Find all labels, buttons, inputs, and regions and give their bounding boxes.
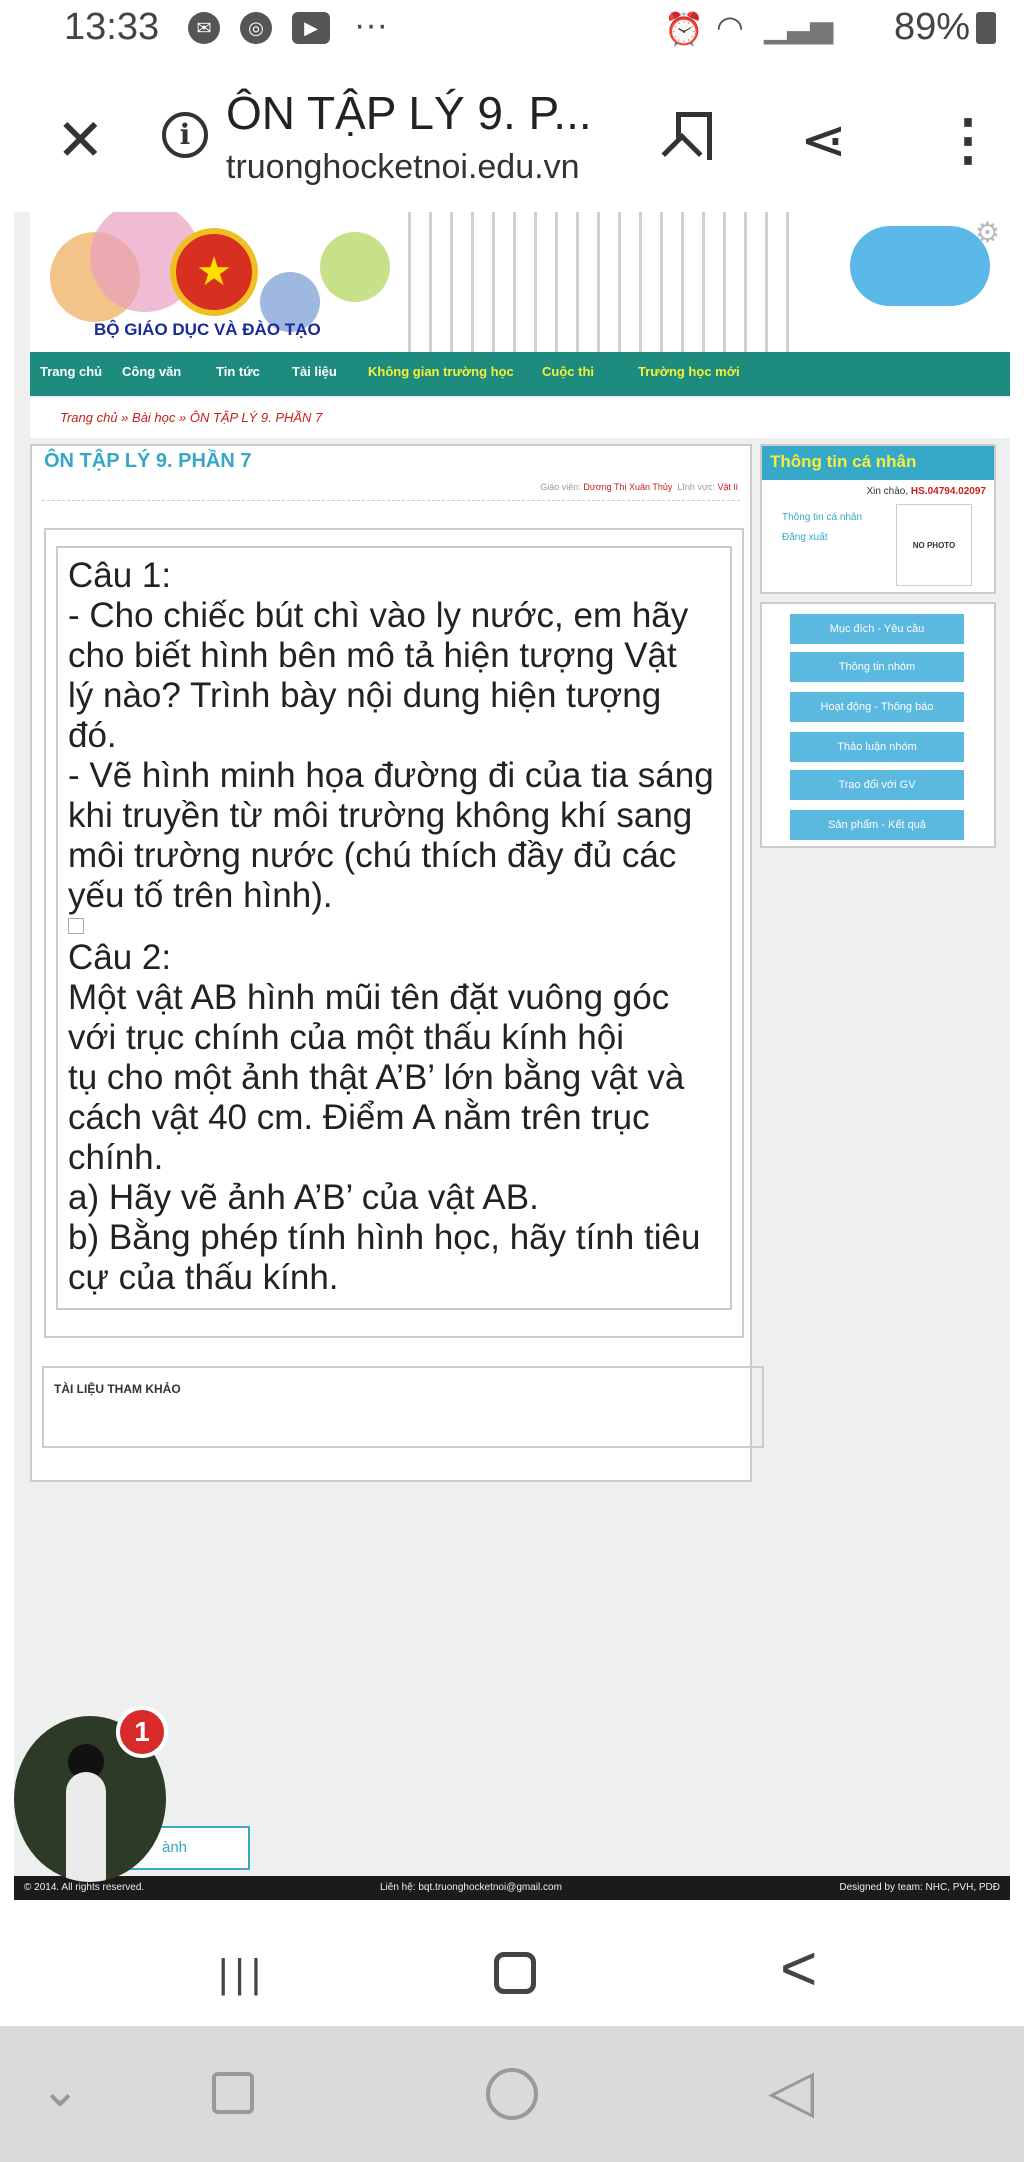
meta-teacher-label: Giáo viên: [540,482,581,492]
secondary-nav-bar [0,2026,1024,2162]
article-line: Câu 2: [68,938,172,977]
activities-button[interactable]: Hoạt động - Thông báo [790,692,964,722]
article-line: cách vật 40 cm. Điểm A nằm trên trục [68,1098,650,1137]
avatar-figure [66,1772,106,1882]
broken-image-icon [68,918,84,934]
contact[interactable]: Liên hệ: bqt.truonghocketnoi@gmail.com [380,1882,562,1893]
chrome-icon: ◎ [240,12,272,44]
discussion-button[interactable]: Thảo luận nhóm [790,732,964,762]
references-section [42,1366,764,1448]
collapse-icon[interactable]: ⌄ [40,2064,81,2117]
designer-credit: Designed by team: NHC, PVH, PDĐ [839,1882,1000,1893]
web-page [14,212,1010,1900]
page-title: ÔN TẬP LÝ 9. P... [226,87,592,139]
article-panel [30,444,752,1482]
article-line: yếu tố trên hình). [68,876,333,915]
messenger-icon: ✉ [188,12,220,44]
youtube-icon: ▶ [292,12,330,44]
article-meta [540,482,738,492]
clock: 13:33 [64,6,160,48]
recent-apps-icon[interactable]: ||| [218,1952,268,1996]
meta-field-label: Lĩnh vực: [677,482,715,492]
close-icon[interactable]: ✕ [56,108,105,173]
article-line: b) Bằng phép tính hình học, hãy tính tiêu [68,1218,701,1257]
article-line: Một vật AB hình mũi tên đặt vuông góc [68,978,670,1017]
article-line: chính. [68,1138,164,1177]
article-line: - Vẽ hình minh họa đường đi của tia sáng [68,756,714,795]
page-url: truonghocketnoi.edu.vn [226,148,580,186]
chat-button[interactable]: ành [100,1826,250,1870]
notification-badge: 1 [116,1706,168,1758]
site-footer [14,1876,1010,1900]
signal-icon: ▁▃▅ [764,11,834,44]
home-icon[interactable] [494,1952,536,1994]
wifi-icon: ◠ [716,9,744,45]
user-id[interactable]: HS.04794.02097 [910,486,986,497]
alarm-icon: ⏰ [664,11,704,47]
custom-tab-toolbar [0,56,1024,212]
article-line: môi trường nước (chú thích đầy đủ các [68,836,677,875]
nav-item-new-school[interactable]: Trường học mới [638,364,740,379]
nav-item-school-space[interactable]: Không gian trường học [368,364,514,379]
group-info-button[interactable]: Thông tin nhóm [790,652,964,682]
meta-field: Vật lí [717,482,738,492]
cloud-icon [850,226,990,306]
copyright: © 2014. All rights reserved. [24,1882,145,1893]
battery-percent: 89% [893,6,970,48]
breadcrumb[interactable]: Trang chủ » Bài học » ÔN TẬP LÝ 9. PHẦN 7 [60,410,323,425]
article-line: cự của thấu kính. [68,1258,339,1297]
nav-item-home[interactable]: Trang chủ [40,364,103,379]
back-icon[interactable]: < [780,1932,818,2004]
article-line: tụ cho một ảnh thật A’B’ lớn bằng vật và [68,1058,685,1097]
greeting [866,486,986,497]
divider [42,500,740,501]
system-nav-bar [0,1900,1024,2026]
article-body [56,546,732,1310]
profile-panel [760,444,996,594]
article-line: - Cho chiếc bút chì vào ly nước, em hãy [68,596,689,635]
greeting-text: Xin chào, [866,486,909,497]
site-banner [30,212,1010,352]
nav-item-contests[interactable]: Cuộc thi [542,364,594,379]
nav-item-materials[interactable]: Tài liệu [292,364,337,379]
site-nav [30,352,1010,396]
article-line: a) Hãy vẽ ảnh A’B’ của vật AB. [68,1178,539,1217]
national-emblem-icon: ★ [170,228,258,316]
breadcrumb-bar [30,398,1010,438]
results-button[interactable]: Sản phẩm - Kết quả [790,810,964,840]
overview-icon[interactable] [212,2072,254,2114]
battery-icon [976,12,996,44]
more-notifications-icon: ··· [354,6,388,44]
content-box [44,528,744,1338]
banner-decor [320,232,390,302]
ministry-name: BỘ GIÁO DỤC VÀ ĐÀO TẠO [94,320,321,339]
nav-item-documents[interactable]: Công văn [122,364,182,379]
group-menu-panel [760,602,996,848]
bookmark-icon[interactable] [676,112,712,160]
more-options-icon[interactable]: ⋮ [940,108,996,171]
back-triangle-icon[interactable]: ◁ [768,2057,815,2124]
article-line: với trục chính của một thấu kính hội [68,1018,625,1057]
article-line: khi truyền từ môi trường không khí sang [68,796,693,835]
article-line: lý nào? Trình bày nội dung hiện tượng [68,676,662,715]
purpose-button[interactable]: Mục đích - Yêu cầu [790,614,964,644]
share-icon[interactable]: ⋖ [800,108,847,171]
article-heading: ÔN TẬP LÝ 9. PHẦN 7 [44,450,252,472]
home-circle-icon[interactable] [486,2068,538,2120]
avatar: NO PHOTO [896,504,972,586]
article-line: cho biết hình bên mô tả hiện tượng Vật [68,636,677,675]
gear-icon[interactable]: ⚙ [974,217,1000,248]
profile-info-link[interactable]: Thông tin cá nhân [782,512,863,523]
article-line: Câu 1: [68,556,172,595]
references-heading: TÀI LIỆU THAM KHẢO [54,1382,181,1396]
status-bar [0,0,1024,56]
teacher-chat-button[interactable]: Trao đổi với GV [790,770,964,800]
info-icon[interactable]: i [162,112,208,158]
meta-teacher: Dương Thị Xuân Thủy [583,482,673,492]
profile-title: Thông tin cá nhân [762,446,994,480]
article-line: đó. [68,716,117,755]
circuit-graphic [390,212,790,352]
logout-link[interactable]: Đăng xuất [782,532,828,543]
nav-item-news[interactable]: Tin tức [216,364,260,379]
